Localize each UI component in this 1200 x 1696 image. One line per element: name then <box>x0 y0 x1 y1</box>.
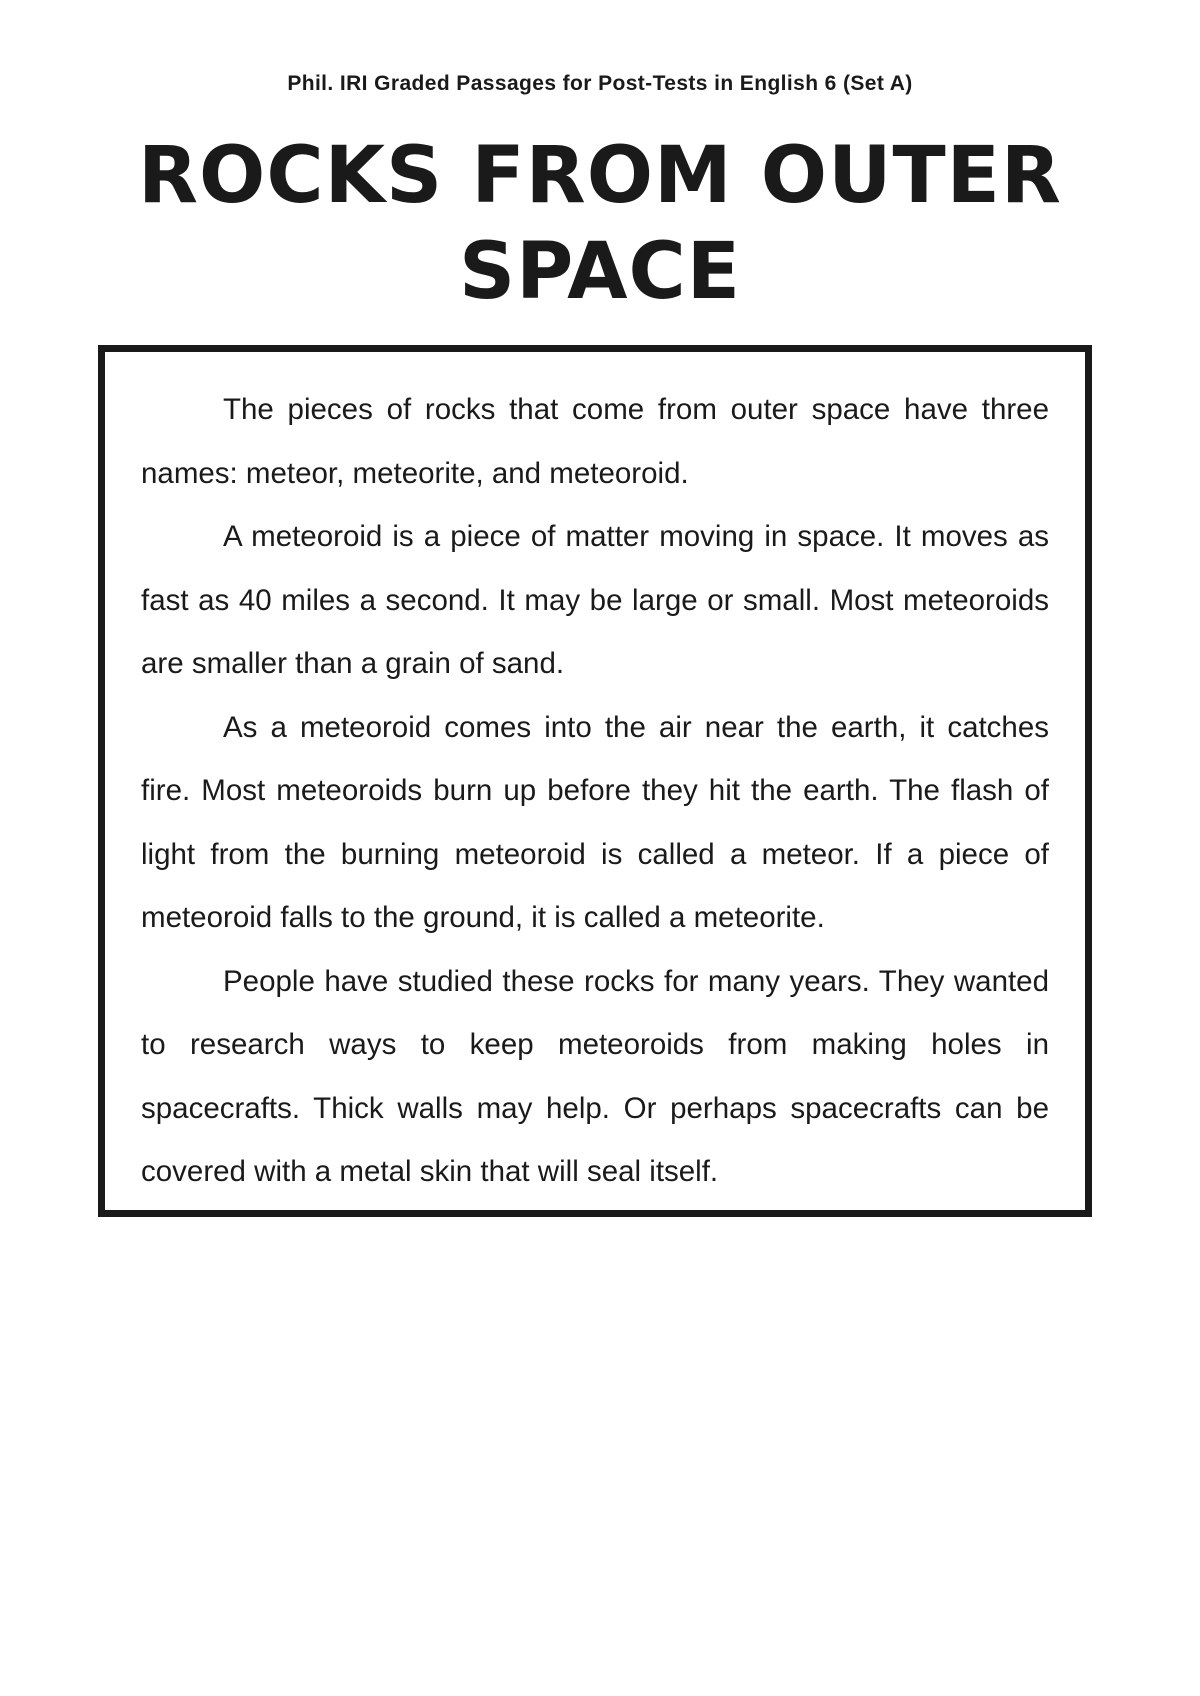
page-header: Phil. IRI Graded Passages for Post-Tests in English 6 (Set A) <box>287 72 913 95</box>
passage-paragraph-3: As a meteoroid comes into the air near the earth, it catches fire. Most meteoroids burn up before they hit the earth. The flash of light from the burning meteoroid is called a meteor. If a piece of meteoroid falls to the ground, it is called a meteorite. <box>141 710 1049 934</box>
passage-paragraph-1: The pieces of rocks that come from outer space have three names: meteor, meteorite, and meteoroid. <box>141 393 1049 490</box>
passage-paragraph-4: People have studied these rocks for many years. They wanted to research ways to keep meteoroids from making holes in spacecrafts. Thick walls may help. Or perhaps spacecrafts can be covered with a metal skin that will seal itself. <box>141 964 1049 1188</box>
title-line-1: ROCKS FROM OUTER <box>137 131 1062 221</box>
page-title <box>0 128 1200 320</box>
title-line-2: SPACE <box>458 227 742 317</box>
passage-paragraph-2: A meteoroid is a piece of matter moving in space. It moves as fast as 40 miles a second. It may be large or small. Most meteoroids are smaller than a grain of sand. <box>141 520 1049 680</box>
passage-box <box>98 345 1092 1217</box>
